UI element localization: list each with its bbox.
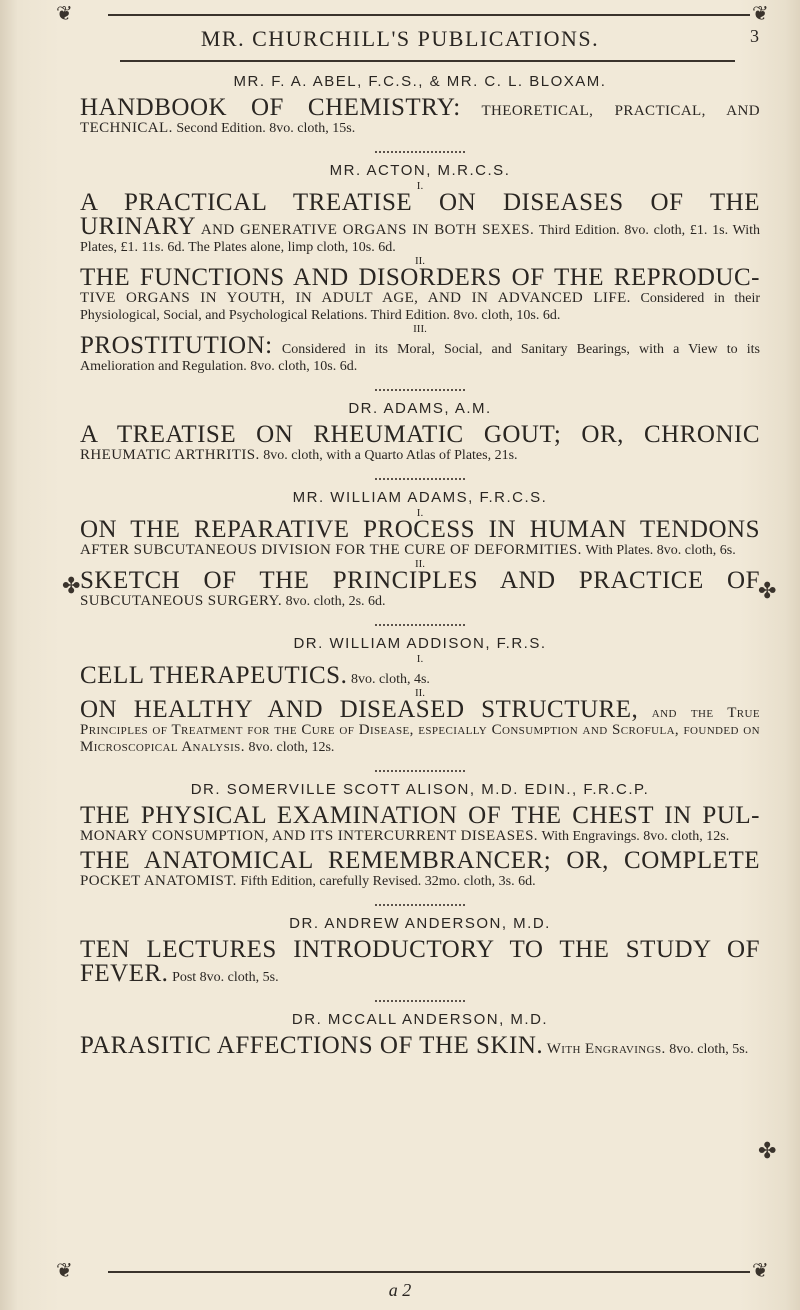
entry-subtitle: RHEUMATIC ARTHRITIS.: [80, 447, 260, 463]
entry-numeral: II.: [414, 687, 426, 699]
entry-numeral: II.: [414, 558, 426, 570]
entry-detail: 8vo. cloth, 12s.: [248, 740, 335, 755]
corner-ornament-icon: ❦: [56, 1260, 73, 1282]
publication-entry: [80, 664, 760, 688]
entry-detail: Fifth Edition, carefully Revised. 32mo. cloth, 3s. 6d.: [240, 874, 536, 889]
entry-numeral: I.: [416, 653, 424, 665]
entry-title: ON HEALTHY AND DISEASED STRUCTURE,: [80, 696, 639, 723]
corner-ornament-icon: ❦: [752, 1260, 769, 1282]
bottom-rule: [108, 1271, 750, 1273]
corner-ornament-icon: ❦: [752, 3, 769, 25]
entry-title: PROSTITUTION:: [80, 332, 273, 359]
entry-subtitle: and the True Principles of Treatment for the Cure of Disease, especially Consumption and Scrofula, founded on Microscopical Analysis.: [80, 705, 761, 755]
section-divider: [375, 618, 465, 626]
author-heading: MR. F. A. ABEL, F.C.S., & MR. C. L. BLOXAM.: [233, 73, 607, 90]
entry-title: ON THE REPARATIVE PROCESS IN HUMAN TENDONS: [80, 516, 760, 543]
entry-title: THE ANATOMICAL REMEMBRANCER; OR, COMPLETE: [80, 847, 760, 874]
entry-detail: With Engravings. 8vo. cloth, 12s.: [541, 829, 730, 844]
entry-subtitle: THEORETICAL, PRACTICAL, AND TECHNICAL.: [80, 103, 760, 136]
entry-title: THE PHYSICAL EXAMINATION OF THE CHEST IN PUL-: [80, 802, 760, 829]
publication-entry: [80, 698, 760, 756]
entry-subtitle: With Engravings.: [546, 1041, 666, 1057]
entry-title: A TREATISE ON RHEUMATIC GOUT; OR, CHRONIC: [80, 421, 760, 448]
entry-detail: With Plates. 8vo. cloth, 6s.: [585, 543, 736, 558]
entry-detail: 8vo. cloth, with a Quarto Atlas of Plates, 21s.: [263, 448, 518, 463]
entry-subtitle: AND GENERATIVE ORGANS IN BOTH SEXES.: [200, 222, 535, 238]
section-divider: [375, 383, 465, 391]
author-heading: DR. WILLIAM ADDISON, F.R.S.: [293, 635, 547, 652]
side-ornament-icon: ✤: [758, 578, 777, 603]
entry-subtitle: POCKET ANATOMIST.: [80, 873, 237, 889]
entry-detail: Third Edition. 8vo. cloth, £1. 1s. With Plates, £1. 11s. 6d. The Plates alone, limp cloth, 10s. 6d.: [80, 223, 761, 255]
entry-detail: Considered in its Moral, Social, and Sanitary Bearings, with a View to its Amelioration and Regulation. 8vo. cloth, 10s. 6d.: [80, 342, 760, 374]
entry-title: CELL THERAPEUTICS.: [80, 662, 348, 689]
entry-detail: 8vo. cloth, 5s.: [669, 1042, 749, 1057]
entry-title: HANDBOOK OF CHEMISTRY:: [80, 94, 461, 121]
publication-entry: [80, 191, 760, 256]
entry-subtitle: TIVE ORGANS IN YOUTH, IN ADULT AGE, AND IN ADVANCED LIFE.: [80, 290, 631, 306]
page-number: 3: [750, 26, 759, 46]
entry-subtitle: MONARY CONSUMPTION, AND ITS INTERCURRENT DISEASES.: [80, 828, 538, 844]
entry-numeral: II.: [414, 255, 426, 267]
author-heading: DR. ADAMS, A.M.: [348, 400, 492, 417]
running-head: MR. CHURCHILL'S PUBLICATIONS.: [200, 26, 600, 51]
entry-subtitle: SUBCUTANEOUS SURGERY.: [80, 593, 282, 609]
section-divider: [375, 994, 465, 1002]
publication-entry: [80, 96, 760, 137]
author-heading: DR. ANDREW ANDERSON, M.D.: [289, 915, 551, 932]
publication-entry: [80, 518, 760, 559]
publication-entry: [80, 334, 760, 375]
entry-detail: Considered in their Physiological, Social, and Psychological Relations. Third Edition. 8vo. cloth, 10s. 6d.: [80, 291, 760, 323]
author-heading: DR. SOMERVILLE SCOTT ALISON, M.D. EDIN., F.R.C.P.: [190, 781, 650, 798]
author-heading: DR. MCCALL ANDERSON, M.D.: [291, 1011, 549, 1028]
publication-entry: [80, 423, 760, 464]
side-ornament-icon: ✤: [758, 1138, 777, 1163]
section-divider: [375, 898, 465, 906]
signature-mark: a 2: [388, 1280, 412, 1300]
entry-detail: 8vo. cloth, 2s. 6d.: [285, 594, 386, 609]
publication-entry: [80, 1034, 760, 1058]
author-heading: MR. WILLIAM ADAMS, F.R.C.S.: [292, 489, 548, 506]
publication-entry: [80, 849, 760, 890]
author-heading: MR. ACTON, M.R.C.S.: [329, 162, 511, 179]
section-divider: [375, 145, 465, 153]
header-rule: [120, 60, 735, 62]
corner-ornament-icon: ❦: [56, 3, 73, 25]
entry-detail: Second Edition. 8vo. cloth, 15s.: [176, 121, 356, 136]
side-ornament-icon: ✤: [62, 573, 81, 598]
top-rule: [108, 14, 750, 16]
entry-title: A PRACTICAL TREATISE ON DISEASES OF THE URINARY: [80, 189, 760, 240]
entry-title: SKETCH OF THE PRINCIPLES AND PRACTICE OF: [80, 567, 760, 594]
entry-numeral: III.: [413, 323, 427, 335]
entry-detail: Post 8vo. cloth, 5s.: [172, 970, 279, 985]
entry-numeral: I.: [416, 507, 424, 519]
publication-entry: [80, 804, 760, 845]
publication-entry: [80, 569, 760, 610]
entry-detail: 8vo. cloth, 4s.: [350, 672, 430, 687]
entry-numeral: I.: [416, 180, 424, 192]
entry-subtitle: AFTER SUBCUTANEOUS DIVISION FOR THE CURE OF DEFORMITIES.: [80, 542, 582, 558]
entry-title: THE FUNCTIONS AND DISORDERS OF THE REPRODUC-: [80, 264, 760, 291]
publication-entry: [80, 266, 760, 324]
section-divider: [375, 764, 465, 772]
entry-title: PARASITIC AFFECTIONS OF THE SKIN.: [80, 1032, 544, 1059]
publication-entry: [80, 938, 760, 986]
section-divider: [375, 472, 465, 480]
publication-list: [80, 72, 760, 1058]
entry-title: TEN LECTURES INTRODUCTORY TO THE STUDY OF FEVER.: [80, 936, 760, 987]
